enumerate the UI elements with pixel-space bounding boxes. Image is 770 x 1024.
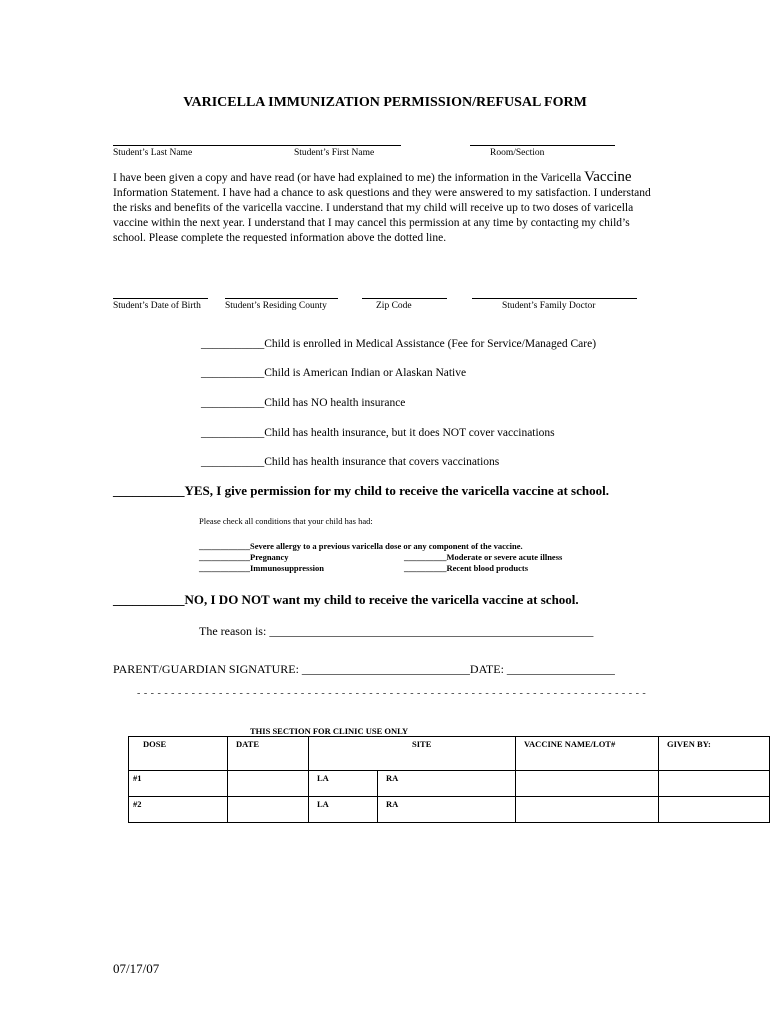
vaccine-word: Vaccine [584, 169, 632, 185]
dose-cell: #1 [129, 771, 228, 797]
conditions-intro: Please check all conditions that your child has had: [199, 516, 373, 526]
date-field[interactable]: __________________ [506, 662, 615, 676]
yes-blank[interactable]: ___________ [113, 483, 185, 498]
option-text: Child has NO health insurance [264, 397, 406, 409]
option-blank[interactable]: ___________ [201, 456, 265, 468]
zip-line[interactable] [362, 298, 447, 299]
option-american-indian[interactable] [201, 367, 466, 379]
option-text: Child is enrolled in Medical Assistance (Fee for Service/Managed Care) [264, 338, 597, 350]
county-line[interactable] [225, 298, 338, 299]
zip-label: Zip Code [376, 301, 412, 311]
option-no-insurance[interactable] [201, 397, 405, 409]
reason-label: The reason is: [199, 624, 270, 638]
option-text: Child has health insurance, but it does NOT cover vaccinations [264, 427, 555, 439]
room-section-line[interactable] [470, 145, 615, 146]
given-by-cell[interactable] [659, 771, 770, 797]
header-date: DATE [228, 737, 309, 771]
condition-immunosuppression[interactable]: ____________Immunosuppression [199, 563, 325, 573]
header-site: SITE [309, 737, 516, 771]
condition-pregnancy[interactable]: ____________Pregnancy [199, 552, 289, 562]
last-name-label: Student’s Last Name [113, 148, 193, 158]
table-row [129, 797, 770, 823]
dob-line[interactable] [113, 298, 208, 299]
site-ra-cell[interactable]: RA [378, 771, 516, 797]
condition-severe-allergy[interactable]: ____________Severe allergy to a previous varicella dose or any component of the vaccine. [199, 541, 523, 551]
first-name-label: Student’s First Name [294, 148, 375, 158]
date-cell[interactable] [228, 771, 309, 797]
room-section-label: Room/Section [490, 148, 545, 158]
option-insurance-no-vaccines[interactable] [201, 427, 555, 439]
condition-moderate-illness[interactable]: __________Moderate or severe acute illness [404, 552, 563, 562]
signature-field[interactable]: ____________________________ [301, 662, 470, 676]
reason-row [199, 624, 593, 639]
dose-cell: #2 [129, 797, 228, 823]
signature-label: PARENT/GUARDIAN SIGNATURE: [113, 662, 302, 676]
clinic-heading: THIS SECTION FOR CLINIC USE ONLY [250, 726, 409, 736]
option-medical-assistance[interactable] [201, 338, 596, 350]
consent-paragraph [113, 170, 658, 246]
county-label: Student’s Residing County [225, 301, 327, 311]
option-text: Child is American Indian or Alaskan Native [264, 367, 467, 379]
yes-text: YES, I give permission for my child to receive the varicella vaccine at school. [184, 483, 609, 498]
consent-text-part1: I have been given a copy and have read (or have had explained to me) the information in the Varicella [113, 172, 582, 184]
option-blank[interactable]: ___________ [201, 427, 265, 439]
dotted-separator: - - - - - - - - - - - - - - - - - - - - - - - - - - - - - - - - - - - - - - - - - - - - - - - - - - - - - - - - - - - - - - - - - - - - - - - - - - - [137, 688, 647, 699]
site-la-cell[interactable]: LA [309, 771, 378, 797]
site-ra-cell[interactable]: RA [378, 797, 516, 823]
option-blank[interactable]: ___________ [201, 367, 265, 379]
reason-field[interactable]: ______________________________________________________ [269, 624, 594, 638]
vaccine-cell[interactable] [516, 771, 659, 797]
date-cell[interactable] [228, 797, 309, 823]
clinic-table [128, 736, 770, 823]
vaccine-cell[interactable] [516, 797, 659, 823]
option-blank[interactable]: ___________ [201, 338, 265, 350]
last-first-name-line[interactable] [113, 145, 401, 146]
consent-text-part2: Information Statement. I have had a chance to ask questions and they were answered to my satisfaction. I understand the risks and benefits of the varicella vaccine. I understand that my child will receive up to two doses of varicella vaccine within the next year. I understand that I may cancel this permission at any time by contacting my child’s school. Please complete the requested information above the dotted line. [113, 187, 651, 244]
doctor-line[interactable] [472, 298, 637, 299]
no-blank[interactable]: ___________ [113, 592, 185, 607]
option-insurance-covers-vaccines[interactable] [201, 456, 499, 468]
header-given-by: GIVEN BY: [659, 737, 770, 771]
yes-permission[interactable] [113, 483, 609, 499]
doctor-label: Student’s Family Doctor [502, 301, 596, 311]
header-vaccine: VACCINE NAME/LOT# [516, 737, 659, 771]
option-text: Child has health insurance that covers vaccinations [264, 456, 500, 468]
header-dose: DOSE [129, 737, 228, 771]
dob-label: Student’s Date of Birth [113, 301, 201, 311]
no-text: NO, I DO NOT want my child to receive the varicella vaccine at school. [184, 592, 579, 607]
condition-blood-products[interactable]: __________Recent blood products [404, 563, 529, 573]
given-by-cell[interactable] [659, 797, 770, 823]
table-row [129, 771, 770, 797]
table-header-row [129, 737, 770, 771]
date-label: DATE: [469, 662, 507, 676]
site-la-cell[interactable]: LA [309, 797, 378, 823]
option-blank[interactable]: ___________ [201, 397, 265, 409]
footer-date: 07/17/07 [113, 961, 160, 976]
no-refusal[interactable] [113, 592, 579, 608]
signature-row [113, 662, 615, 677]
form-title: VARICELLA IMMUNIZATION PERMISSION/REFUSAL FORM [183, 95, 587, 110]
